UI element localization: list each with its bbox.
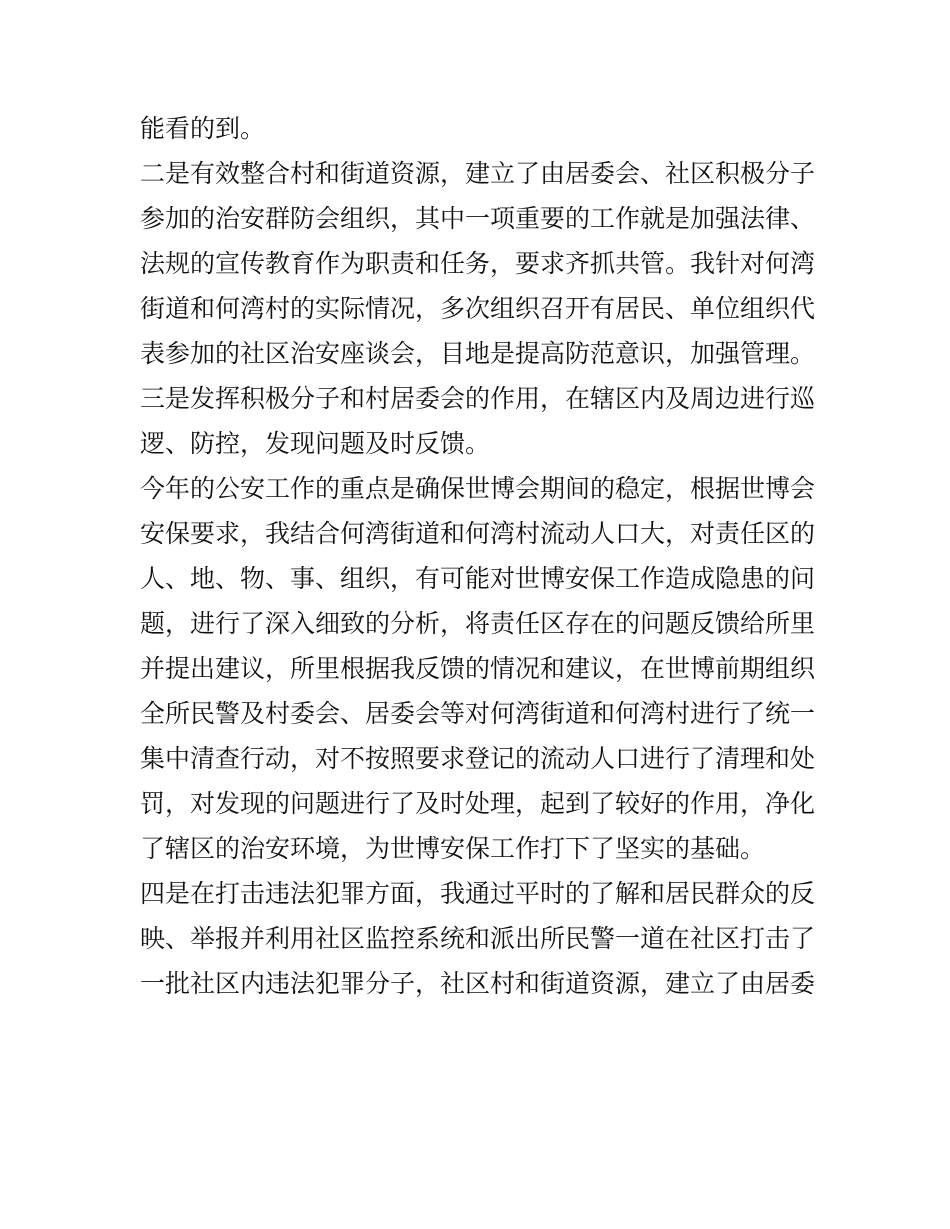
text-line: 街道和何湾村的实际情况，多次组织召开有居民、单位组织代 xyxy=(140,294,816,323)
text-line: 集中清查行动，对不按照要求登记的流动人口进行了清理和处 xyxy=(140,744,816,773)
text-line: 罚，对发现的问题进行了及时处理，起到了较好的作用，净化 xyxy=(140,789,816,818)
text-line: 三是发挥积极分子和村居委会的作用，在辖区内及周边进行巡 xyxy=(140,384,816,413)
text-line: 题，进行了深入细致的分析，将责任区存在的问题反馈给所里 xyxy=(140,609,816,638)
text-line: 二是有效整合村和街道资源，建立了由居委会、社区积极分子 xyxy=(140,159,816,188)
text-line: 表参加的社区治安座谈会，目地是提高防范意识，加强管理。 xyxy=(140,339,816,368)
text-line: 人、地、物、事、组织，有可能对世博安保工作造成隐患的问 xyxy=(140,564,816,593)
text-line: 四是在打击违法犯罪方面，我通过平时的了解和居民群众的反 xyxy=(140,879,816,908)
text-line: 了辖区的治安环境，为世博安保工作打下了坚实的基础。 xyxy=(140,834,766,863)
text-line: 并提出建议，所里根据我反馈的情况和建议，在世博前期组织 xyxy=(140,654,816,683)
text-line: 映、举报并利用社区监控系统和派出所民警一道在社区打击了 xyxy=(140,924,816,953)
text-line: 法规的宣传教育作为职责和任务，要求齐抓共管。我针对何湾 xyxy=(140,249,816,278)
text-line: 一批社区内违法犯罪分子，社区村和街道资源，建立了由居委 xyxy=(140,969,816,998)
text-line: 安保要求，我结合何湾街道和何湾村流动人口大，对责任区的 xyxy=(140,519,816,548)
text-line: 逻、防控，发现问题及时反馈。 xyxy=(140,429,491,458)
body-text xyxy=(140,106,820,1006)
text-line: 能看的到。 xyxy=(140,114,266,143)
text-line: 今年的公安工作的重点是确保世博会期间的稳定，根据世博会 xyxy=(140,474,816,503)
text-line: 全所民警及村委会、居委会等对何湾街道和何湾村进行了统一 xyxy=(140,699,816,728)
text-line: 参加的治安群防会组织，其中一项重要的工作就是加强法律、 xyxy=(140,204,816,233)
